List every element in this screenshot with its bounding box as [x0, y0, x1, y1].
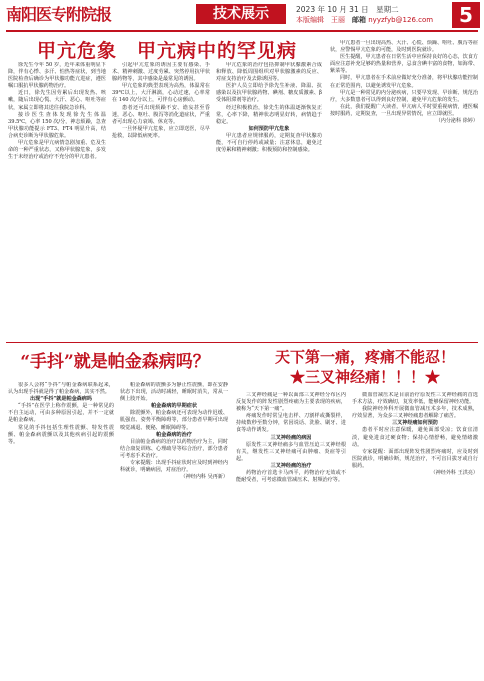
- paragraph: 三叉神经痛是一种以面部三叉神经分布区内反复发作的阵发性剧烈疼痛为主要表现的疾病，被称为“天下第一痛”。: [236, 392, 346, 413]
- subheading: 帕金森病的治疗: [156, 431, 192, 438]
- newspaper-logo: 南阳医专附院报: [6, 5, 112, 24]
- editor-info: [296, 15, 433, 25]
- paragraph: 疼痛发作时常呈电击样、刀割样或撕裂样，持续数秒至数分钟，常因说话、洗脸、刷牙、进食等动作诱发。: [236, 413, 346, 434]
- paragraph: 除震颤外，帕金森病还可表现为动作迟缓、肌强直、姿势平衡障碍等，部分患者早期可出现嗅觉减退、便秘、睡眠障碍等。: [120, 410, 228, 431]
- paragraph: 微血管减压术是目前治疗原发性三叉神经痛的首选手术方法，疗效确切，复发率低，能够保留神经功能。: [352, 392, 478, 406]
- article2-title: “手抖”就是帕金森病吗？: [20, 352, 210, 372]
- subheading: 三叉神经痛的病因: [270, 434, 312, 441]
- paragraph: 徐先生今年 50 岁，近年来体重明显下降，伴有心悸、多汗、怕热等症状，到当地医院检查后确诊为甲状腺功能亢进症，遵医嘱口服抗甲状腺药物治疗。: [8, 62, 106, 90]
- paragraph: 原发性三叉神经痛多与血管压迫三叉神经根有关，继发性三叉神经痛可由肿瘤、炎症等引起。: [236, 441, 346, 462]
- header-rule: [6, 30, 478, 32]
- paragraph: 甲亢患者应规律服药，定期复查甲状腺功能，不可自行停药或减量；注意休息，避免过度劳累和精神刺激；积极预防和控制感染。: [216, 132, 322, 154]
- article1-column-1: [8, 62, 106, 288]
- paragraph: 同时，甲亢患者在手术前应做好充分准备，将甲状腺功能控制在正常范围内，以避免诱发甲亢危象。: [330, 75, 478, 89]
- article3-column-2: [352, 392, 478, 678]
- subheading: 帕金森病的早期症状: [151, 403, 197, 410]
- article2-column-1: [8, 382, 114, 678]
- subheading: 三叉神经痛如何预防: [392, 420, 438, 427]
- paragraph: 医生提醒，甲亢患者在日常生活中应保持良好的心态，饮食方面应注意补充足够的热量和营养，忌食含碘丰富的食物，如海带、紫菜等。: [330, 54, 478, 75]
- subheading: 三叉神经痛的治疗: [270, 462, 312, 469]
- editor-label: 本版编辑 王丽: [296, 16, 345, 24]
- paragraph: 接诊医生查体发现徐先生体温 39.5℃，心率 150 次/分，神志烦躁，急查甲状腺功能提示 FT3、FT4 明显升高，结合病史诊断为甲状腺危象。: [8, 111, 106, 139]
- paragraph: 一旦怀疑甲亢危象，应立即送医，尽早抢救，以降低病死率。: [112, 125, 210, 139]
- issue-date: 2023 年 10 月 31 日 星期二: [296, 5, 399, 14]
- paragraph: 帕金森病的震颤多为静止性震颤，即在安静状态下出现，活动时减轻，睡眠时消失，常从一侧上肢开始。: [120, 382, 228, 403]
- subheading: 如何预防甲亢危象: [248, 125, 290, 132]
- article1-column-4: [330, 40, 478, 340]
- author-credit: （内分泌科 徐婷）: [435, 118, 478, 125]
- paragraph: 甲亢患者一旦出现高热、大汗、心慌、烦躁、呕吐、腹泻等症状，应警惕甲亢危象的可能，及时到医院就诊。: [330, 40, 478, 54]
- paragraph: 经过积极救治，徐先生的体温逐渐恢复正常，心率下降，精神状态明显好转，病情趋于稳定。: [216, 104, 322, 125]
- paragraph: 常见的手抖包括生理性震颤、特发性震颤、帕金森病震颤以及其他疾病引起的震颤等。: [8, 424, 114, 445]
- paragraph: 目前帕金森病的治疗以药物治疗为主，同时结合康复训练、心理疏导等综合治疗，部分患者可考虑手术治疗。: [120, 438, 228, 459]
- paragraph: 引起甲亢危象的诱因主要有感染、手术、精神刺激、过度劳累、突然停用抗甲状腺药物等，其中感染是最常见的诱因。: [112, 62, 210, 83]
- paragraph: 药物治疗首选卡马西平，药物治疗无效或不能耐受者，可考虑微血管减压术、射频治疗等。: [236, 470, 346, 484]
- paragraph: 近日，徐先生因劳累后出现发热、咳嗽，随后出现心慌、大汗、恶心、呕吐等症状，家属立即将其送往我院急诊科。: [8, 90, 106, 111]
- paragraph: 医护人员立即给予徐先生补液、降温、抗感染以及抗甲状腺药物、碘剂、糖皮质激素、β受体阻滞剂等治疗。: [216, 83, 322, 104]
- article1-column-2: [112, 62, 210, 288]
- paragraph: 甲亢是一种常见的内分泌疾病，只要早发现、早诊断、规范治疗，大多数患者可以得到良好控制，避免甲亢危象的发生。: [330, 89, 478, 103]
- article2-column-2: [120, 382, 228, 678]
- paragraph: “手抖”在医学上称作震颤，是一种常见的不自主运动，可由多种原因引起，并不一定就是帕金森病。: [8, 403, 114, 424]
- email-label: 邮箱: [352, 16, 366, 24]
- paragraph: 专家提醒：面部出现阵发性剧烈疼痛时，应及时到医院就诊，明确诊断，规范治疗，不可盲目拔牙或自行服药。: [352, 448, 478, 469]
- author-credit: （神经内科 吴再新）: [180, 474, 228, 481]
- section-divider: [6, 342, 478, 343]
- page-number: 5: [452, 2, 480, 28]
- article1-title: 甲亢危象 甲亢病中的罕见病: [36, 40, 297, 62]
- paragraph: 我院神经外科开展微血管减压术多年，技术成熟，疗效显著，为众多三叉神经痛患者解除了痛苦。: [352, 406, 478, 420]
- article3-column-1: [236, 392, 346, 678]
- section-title: 技术展示: [196, 4, 286, 24]
- paragraph: 患者平时应注意保暖，避免面部受凉；饮食宜清淡，避免进食过硬食物；保持心情舒畅，避免情绪激动。: [352, 427, 478, 448]
- subheading: 出现“手抖”就是帕金森病吗: [30, 396, 92, 403]
- paragraph: 甲亢危象是甲亢病情急剧加重、危及生命的一种严重状态，又称甲状腺危象，多发生于未经治疗或治疗不充分的甲亢患者。: [8, 140, 106, 161]
- paragraph: 甲亢危象的典型表现为高热，体温常在 39℃以上，大汗淋漓，心动过速，心率常在 140 次/分以上，可伴有心房颤动。: [112, 83, 210, 104]
- paragraph: 患者还可出现烦躁不安、谵妄甚至昏迷，恶心、呕吐、腹泻等消化道症状，严重者可出现心力衰竭、休克等。: [112, 104, 210, 125]
- paragraph: 很多人会将“手抖”与帕金森病联系起来，认为出现手抖就是得了帕金森病，其实不然。: [8, 382, 114, 396]
- email-address[interactable]: nyyzfyb@126.com: [368, 16, 434, 24]
- paragraph: 在此，我们提醒广大读者，甲亢病人平时要重视病情，遵医嘱按时服药，定期复查，一旦出现异常情况，应立即就医。: [330, 103, 478, 117]
- article1-column-3: [216, 62, 322, 288]
- article3-title-line2: ★三叉神经痛！！！★: [289, 368, 440, 386]
- paragraph: 甲亢危象的治疗包括抑制甲状腺激素合成和释放、降低周围组织对甲状腺激素的反应、对症支持治疗及去除诱因等。: [216, 62, 322, 83]
- author-credit: （神经外科 王洪亮）: [430, 470, 478, 477]
- article3-title-line1: 天下第一痛，疼痛不能忍！: [274, 348, 455, 366]
- paragraph: 专家提醒：出现手抖症状时应及时到神经内科就诊，明确病因，对症治疗。: [120, 460, 228, 474]
